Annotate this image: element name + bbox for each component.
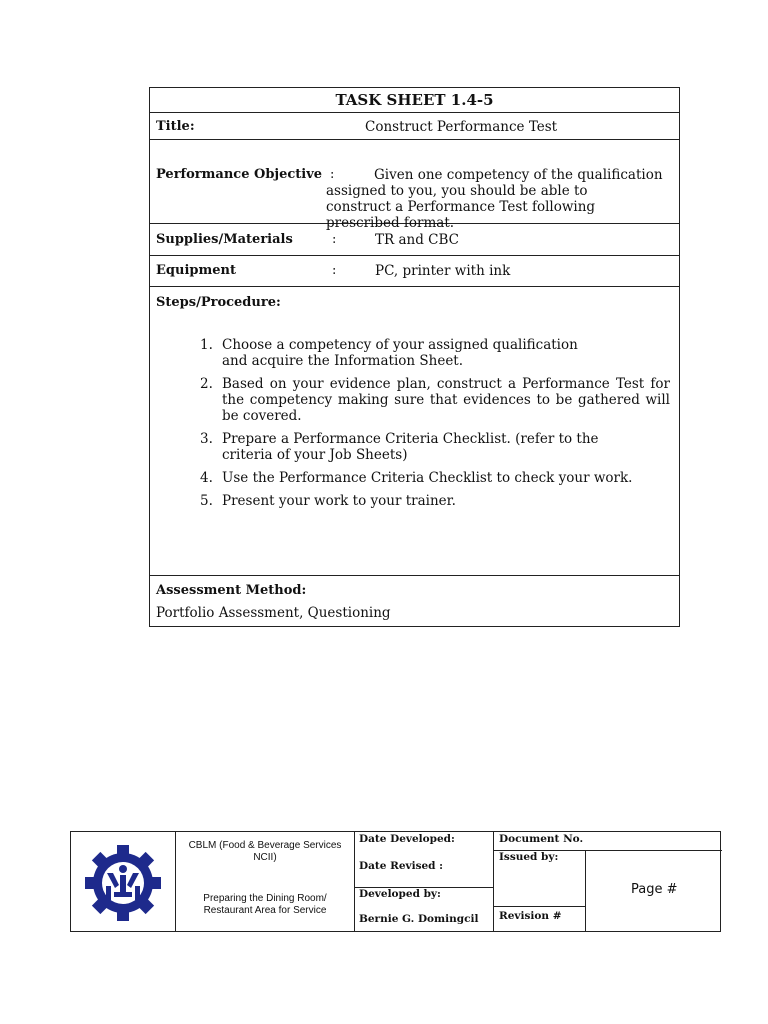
date-developed-label: Date Developed:: [359, 833, 455, 845]
supplies-value: TR and CBC: [375, 232, 459, 248]
objective-row: [150, 140, 679, 231]
objective-colon: :: [330, 167, 335, 182]
revision-label: Revision #: [499, 910, 562, 922]
step-text: Based on your evidence plan, construct a Performance Test for the competency making sure that evidences to be gathered will be covered.: [222, 376, 670, 424]
steps-label: Steps/Procedure:: [156, 295, 281, 310]
developer-name: Bernie G. Domingcil: [359, 913, 479, 925]
steps-list: [200, 337, 670, 516]
step-number: 2.: [200, 376, 213, 392]
assessment-row: [150, 576, 679, 626]
issued-by-label: Issued by:: [499, 851, 559, 863]
cblm-title: CBLM (Food & Beverage Services NCII): [188, 840, 342, 863]
title-label: Title:: [156, 119, 195, 134]
supplies-row: [150, 224, 679, 256]
assessment-value: Portfolio Assessment, Questioning: [156, 605, 391, 621]
step-item: [200, 337, 602, 369]
equipment-colon: :: [332, 263, 337, 278]
step-number: 4.: [200, 470, 213, 486]
developed-by-label: Developed by:: [359, 888, 441, 900]
equipment-value: PC, printer with ink: [375, 263, 511, 279]
objective-rest: assigned to you, you should be able to construct a Performance Test following prescribed format.: [326, 183, 596, 231]
step-item: [200, 431, 642, 463]
page-number-label: Page #: [631, 882, 678, 897]
supplies-colon: :: [332, 232, 337, 247]
objective-label: Performance Objective: [156, 167, 323, 182]
step-item: [200, 376, 670, 424]
equipment-row: [150, 256, 679, 287]
date-revised-label: Date Revised :: [359, 860, 444, 872]
title-value: Construct Performance Test: [365, 119, 558, 135]
step-number: 1.: [200, 337, 213, 353]
assessment-label: Assessment Method:: [156, 583, 307, 598]
step-item: [200, 493, 670, 509]
step-text: Choose a competency of your assigned qualification and acquire the Information Sheet.: [222, 337, 578, 369]
document-no-label: Document No.: [499, 833, 584, 845]
supplies-label: Supplies/Materials: [156, 232, 293, 247]
step-text: Use the Performance Criteria Checklist to check your work.: [222, 470, 633, 486]
task-sheet-table: [149, 87, 680, 627]
step-text: Present your work to your trainer.: [222, 493, 456, 509]
equipment-label: Equipment: [156, 263, 236, 278]
module-title: Preparing the Dining Room/ Restaurant Area for Service: [203, 893, 327, 916]
steps-row: [150, 287, 679, 576]
tesda-gear-logo-icon: [79, 840, 167, 925]
step-text: Prepare a Performance Criteria Checklist. (refer to the criteria of your Job Sheets): [222, 431, 599, 463]
objective-text: [326, 167, 679, 231]
document-footer: [70, 831, 721, 932]
title-row: [150, 113, 679, 140]
step-item: [200, 470, 670, 486]
objective-line1: Given one competency of the qualification: [374, 167, 663, 183]
step-number: 3.: [200, 431, 213, 447]
step-number: 5.: [200, 493, 213, 509]
task-sheet-heading: TASK SHEET 1.4-5: [150, 88, 679, 113]
